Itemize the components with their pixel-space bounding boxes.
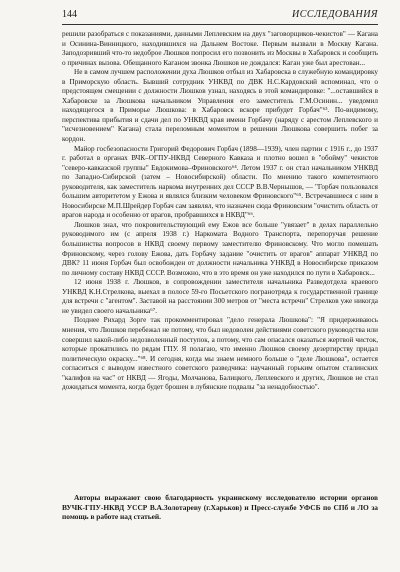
page-header [62, 8, 378, 25]
paragraph-4: Люшков знал, что покровительствующий ему Ежов все больше "увязает" в делах параллельно руководимого им (с апреля 1938 г.) Наркомата Водного Транспорта, перепоручая решение большинства вопросов в НКВД своему первому заместителю Фриновскому. Что могло помешать Фриновскому, через голову Ежова, дать Горбачу задание "очистить от врагов" аппарат УНКВД по ДВК? 11 июня Горбач был освобожден от должности начальника УНКВД в Новосибирске приказом по личному составу НКВД СССР. Возможно, что в это время он уже находился по пути в Хабаровск... [62, 220, 378, 277]
section-title: ИССЛЕДОВАНИЯ [292, 9, 378, 20]
paragraph-1: решили разобраться с показаниями, данными Леплевским на двух "заговорщиков-чекистов" — Кагана и Осинина-Винницкого, находившихся на Дальнем Востоке. Первым вызвали в Москву Кагана. Заподозривший что-то недоброе Люшков попросил его позвонить из Москвы в Хабаровск и сообщить о причинах вызова. Обещанного Каганом звонка Люшков не дождался: Каган уже был арестован... [62, 30, 378, 67]
paragraph-6: Позднее Рихард Зорге так прокомментировал "дело генерала Люшкова": "Я придерживаюсь мнения, что Люшков перебежал не потому, что был недоволен действиями советского руководства или совершил какой-либо недозволенный поступок, а потому, что сам опасался оказаться жертвой чисток, которые прокатились по рядам ГПУ. Я полагаю, что именно Люшков своему дезертирству придал политическую окраску..."⁶⁸. И сегодня, когда мы знаем немного больше о "деле Люшкова", остается согласиться с выводом известного советского разведчика: научанный горьким опытом сталинских "калифов на час" от НКВД — Ягоды, Молчанова, Балицкого, Леплевского и других, Люшков не стал дожидаться момента, когда будет брошен в лубянские подвалы "за ненадобностью". [62, 316, 378, 392]
paragraph-3: Майор госбезопасности Григорий Федорович Горбач (1898—1939), член партии с 1916 г., до 1937 г. работал в органах ВЧК–ОГПУ-НКВД Северного Кавказа и плотно вошел в "обойму" чекистов "северо-кавказской группы" Евдокимова–Фриновского⁶⁴. Летом 1937 г. он стал начальником УНКВД по Западно-Сибирской (затем – Новосибирской) области. По мнению такого компетентного руководителя, как заместитель наркома внутренних дел СССР В.В.Чернышов, — "Горбач пользовался большим авторитетом у Ежова и являлся близким человеком Фриновского"⁶⁵. Встречавшиеся с ним в Новосибирске М.П.Шрейдер Горбач сам заявлял, что назначен сюда Фриновским "очистить область от врагов народа и особенно от врагов, пробравшихся в НКВД"⁶⁶. [62, 144, 378, 220]
acknowledgement: Авторы выражают свою благодарность украинскому исследователю истории органов ВУЧК-ГПУ-НКВД УССР В.А.Золотареву (г.Харьков) и Пресс-службе УФСБ по СПб и ЛО за помощь в работе над статьей. [62, 493, 378, 522]
paragraph-2: Не в самом лучшем расположении духа Люшков отбыл из Хабаровска в служебную командировку в Приморскую область. Бывший сотрудник УНКВД по ДВК Н.С.Кардовский вспоминал, что о предстоящем смещении с должности Люшков узнал, находясь в этой командировке: "...оставшийся в Хабаровске за Люшкова начальником Управления его заместитель Г.М.Осинин... уведомил находящегося в Приморье Люшкова: в Хабаровск вскоре прибудет Горбач"⁶³. По-видимому, перспектива прибытия и сдачи дел по УНКВД края имени Горбачу (наряду с арестом Леплевского и "исчезновением" Кагана) стала переломным моментом в решении Люшкова совершить побег за кордон. [62, 68, 378, 144]
paragraph-5: 12 июня 1938 г. Люшков, в сопровождении заместителя начальника Разведотдела краевого УНКВД К.Н.Стрелкова, выехал в полосе 59-го Посьетского погранотряда к государственной границе для встречи с "агентом". Заставой на расстоянии 300 метров от "места встречи" Стрелков уже никогда не увидел своего начальника⁶⁷. [62, 278, 378, 315]
article-body [62, 30, 378, 393]
page-number: 144 [62, 9, 77, 20]
